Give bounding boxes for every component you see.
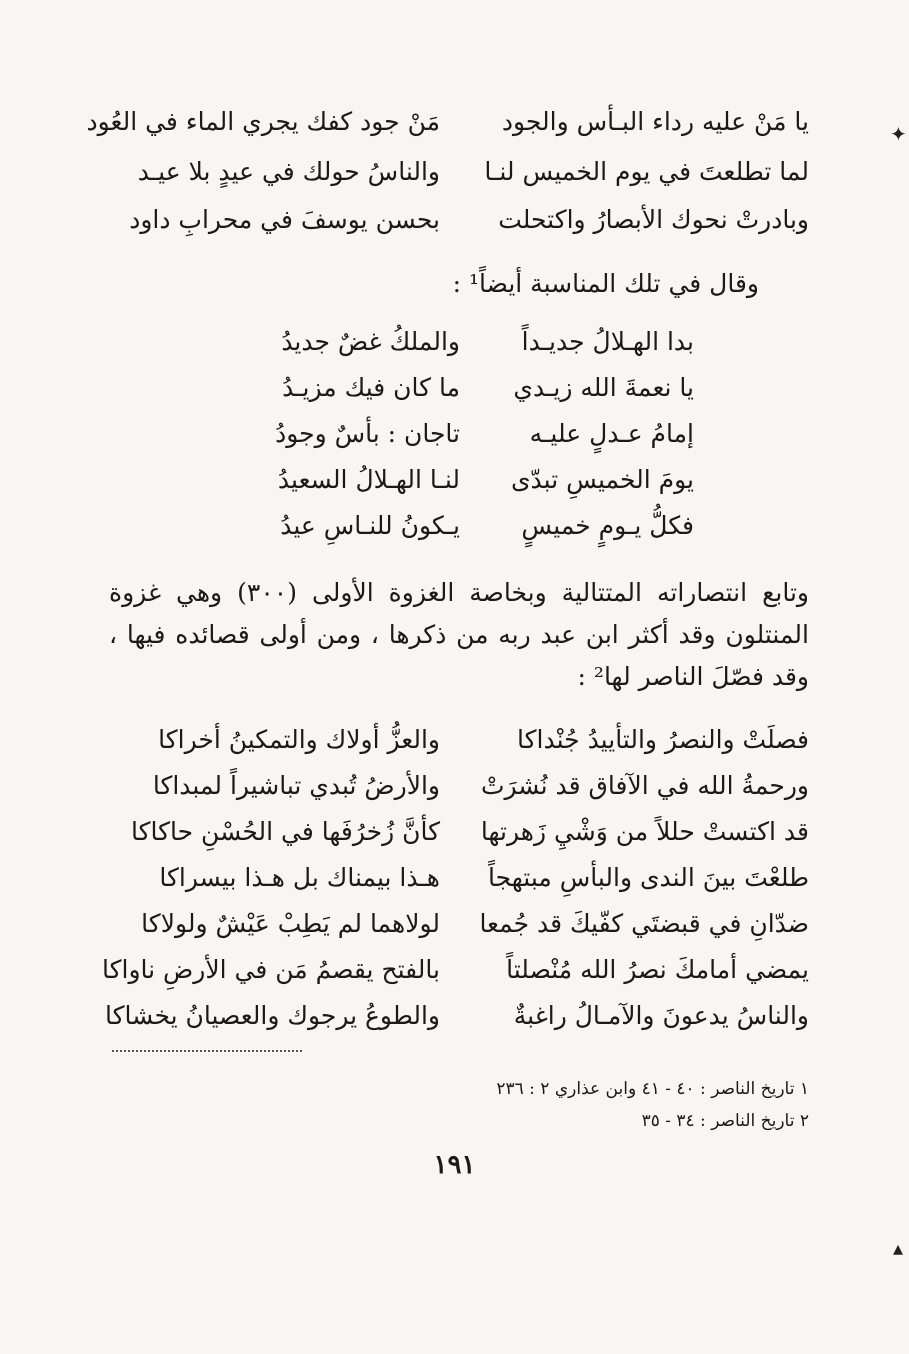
poem3-verse7-first-hemistich: والناسُ يدعونَ والآمـالُ راغبةٌ <box>513 1001 809 1030</box>
poem3-verse6-first-hemistich: يمضي أمامكَ نصرُ الله مُنْصلتاً <box>506 955 809 984</box>
poem1-verse2-second-hemistich: والناسُ حولك في عيدٍ بلا عيـد <box>137 157 440 186</box>
intro-line: وقال في تلك المناسبة أيضاً¹ : <box>452 269 759 298</box>
poem2-verse5-second-hemistich: يـكونُ للنـاسِ عيدُ <box>280 511 460 540</box>
poem2-verse1-second-hemistich: والملكُ غضٌ جديدُ <box>281 327 460 356</box>
footnote-separator <box>112 1050 302 1052</box>
poem1-verse3-second-hemistich: بحسن يوسفَ في محرابِ داود <box>129 205 440 234</box>
poem3-verse1-second-hemistich: والعزُّ أولاك والتمكينُ أخراكا <box>158 725 440 754</box>
page-number: ١٩١ <box>433 1150 476 1180</box>
poem3-verse3-second-hemistich: كأنَّ زُخرُفَها في الحُسْنِ حاكاكا <box>130 817 440 846</box>
poem2-verse2-second-hemistich: ما كان فيك مزيـدُ <box>282 373 460 402</box>
poem3-verse3-first-hemistich: قد اكتستْ حللاً من وَشْيِ زَهرتها <box>480 817 809 846</box>
scan-mark-icon: ✦ <box>890 122 907 146</box>
poem2-verse5-first-hemistich: فكلُّ يـومٍ خميسٍ <box>521 511 694 540</box>
poem3-verse7-second-hemistich: والطوعُ يرجوك والعصيانُ يخشاكا <box>105 1001 440 1030</box>
poem3-verse2-second-hemistich: والأرضُ تُبدي تباشيراً لمبداكا <box>152 771 440 800</box>
footnote-1: ١ تاريخ الناصر : ٤٠ - ٤١ وابن عذاري ٢ : ٢٣٦ <box>496 1079 809 1099</box>
footnote-2: ٢ تاريخ الناصر : ٣٤ - ٣٥ <box>641 1111 809 1131</box>
poem3-verse5-first-hemistich: ضدّانِ في قبضتَي كفّيكَ قد جُمعا <box>479 909 809 938</box>
poem2-verse3-second-hemistich: تاجان : بأسٌ وجودُ <box>275 419 460 448</box>
poem3-verse4-first-hemistich: طلعْتَ بينَ الندى والبأسِ مبتهجاً <box>488 863 809 892</box>
prose-paragraph: وتابع انتصاراته المتتالية وبخاصة الغزوة الأولى (٣٠٠) وهي غزوة المنتلون وقد أكثر ابن عبد ربه من ذكرها ، ومن أولى قصائده فيها ، وقد فصّلَ الناصر لها² : <box>109 578 809 691</box>
poem1-verse2-first-hemistich: لما تطلعتَ في يوم الخميس لنـا <box>484 157 809 186</box>
poem3-verse4-second-hemistich: هـذا بيمناك بل هـذا بيسراكا <box>159 863 440 892</box>
poem2-verse3-first-hemistich: إمامُ عـدلٍ عليـه <box>529 419 694 448</box>
poem1-verse3-first-hemistich: وبادرتْ نحوك الأبصارُ واكتحلت <box>498 205 809 234</box>
poem3-verse6-second-hemistich: بالفتح يقصمُ مَن في الأرضِ ناواكا <box>101 955 440 984</box>
poem3-verse2-first-hemistich: ورحمةُ الله في الآفاق قد نُشرَتْ <box>480 771 809 800</box>
poem3-verse5-second-hemistich: لولاهما لم يَطِبْ عَيْشٌ ولولاكا <box>141 909 440 938</box>
poem1-verse1-second-hemistich: مَنْ جود كفك يجري الماء في العُود <box>86 107 440 136</box>
poem2-verse4-first-hemistich: يومَ الخميسِ تبدّى <box>510 465 694 494</box>
poem1-verse1-first-hemistich: يا مَنْ عليه رداء البـأس والجود <box>501 107 809 136</box>
poem2-verse2-first-hemistich: يا نعمةَ الله زيـدي <box>513 373 694 402</box>
poem3-verse1-first-hemistich: فصلَتْ والنصرُ والتأييدُ جُنْداكا <box>517 725 809 754</box>
scan-mark-icon: ▴ <box>893 1236 904 1260</box>
poem2-verse1-first-hemistich: بدا الهـلالُ جديـداً <box>521 327 694 356</box>
poem2-verse4-second-hemistich: لنـا الهـلالُ السعيدُ <box>277 465 460 494</box>
